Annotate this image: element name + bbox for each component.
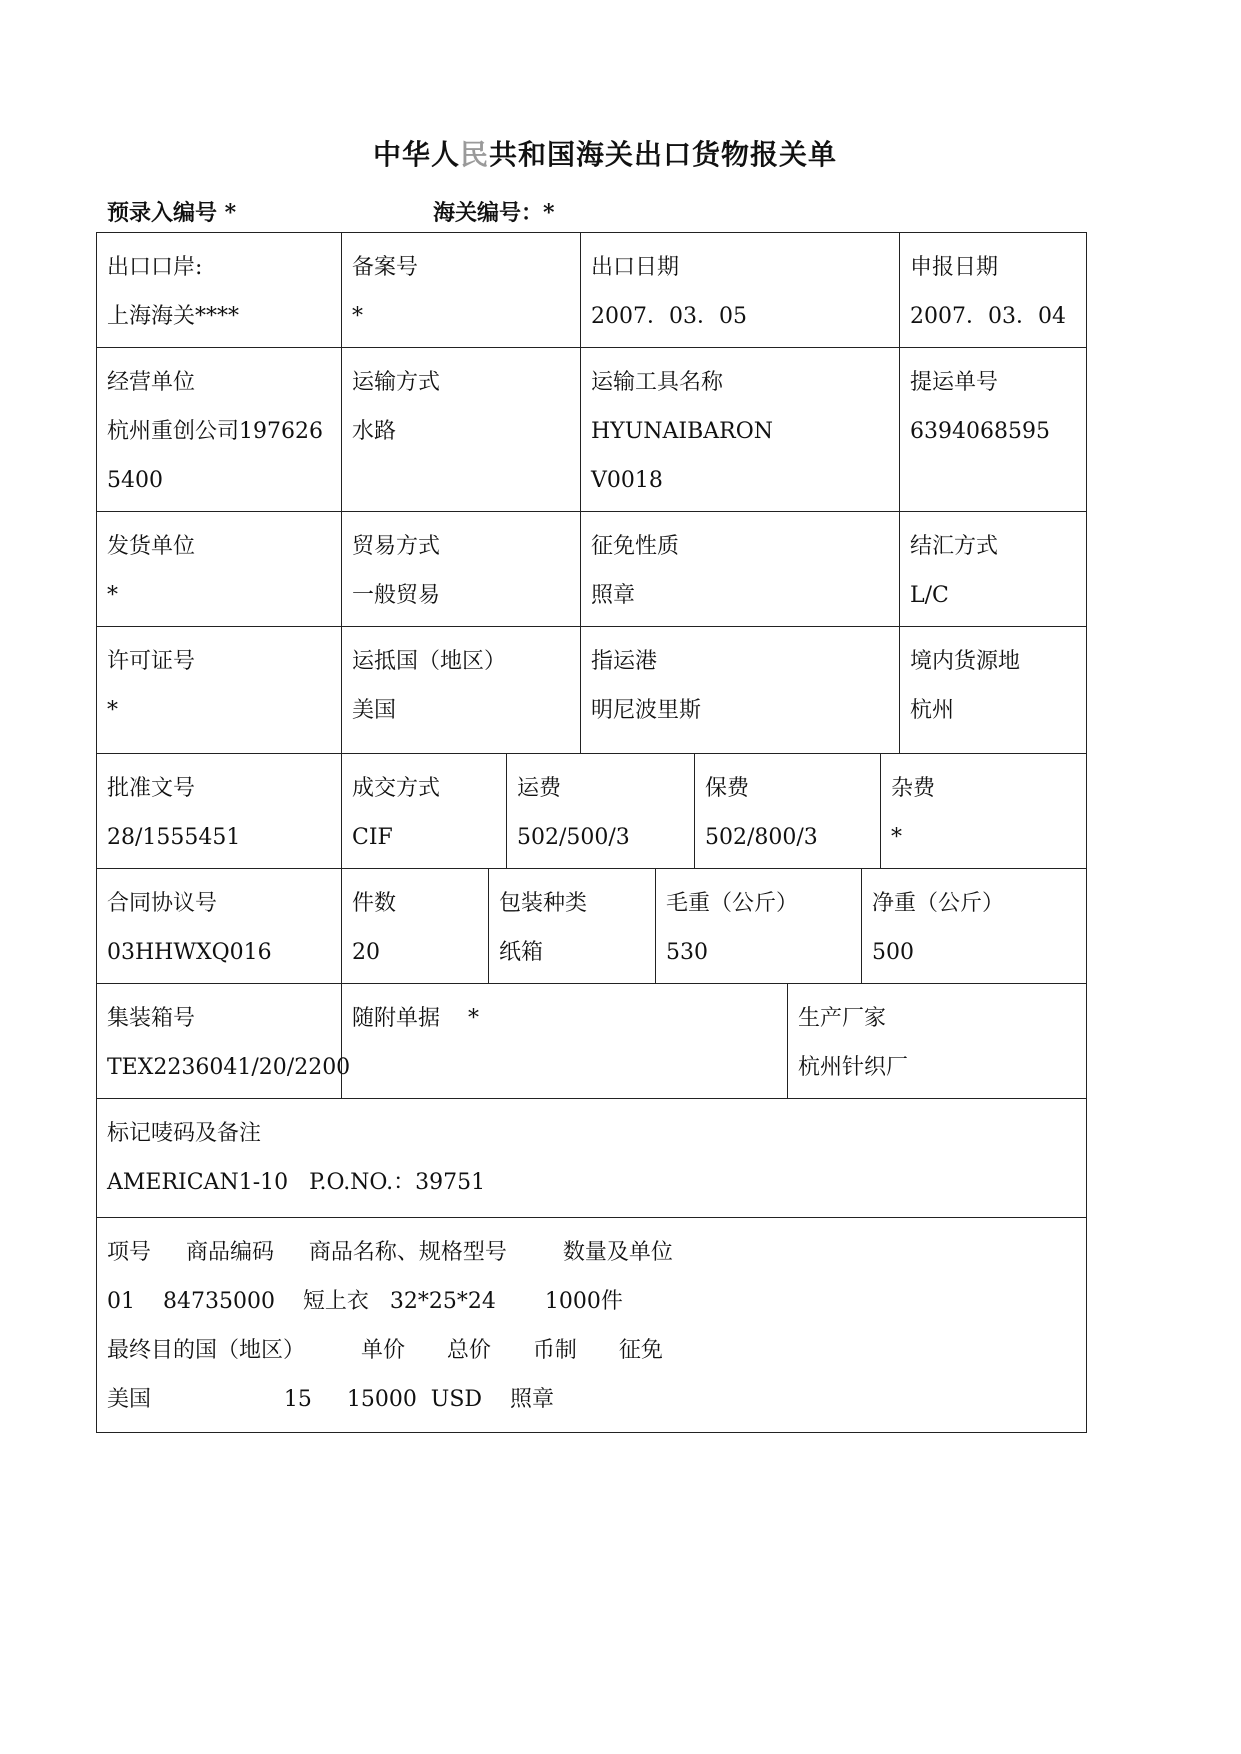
cell-domestic-source bbox=[900, 627, 1085, 753]
form-row-goods bbox=[96, 1218, 1087, 1433]
cell-destination-country bbox=[342, 627, 581, 753]
cell-record-no bbox=[342, 233, 581, 347]
cell-label: 包装种类 bbox=[499, 891, 588, 916]
cell-label: 合同协议号 bbox=[107, 891, 218, 916]
cell-label: 集装箱号 bbox=[107, 1006, 196, 1031]
cell-value: 杭州重创公司197626 bbox=[107, 419, 323, 444]
cell-approval-no bbox=[97, 754, 342, 868]
cell-label: 出口日期 bbox=[591, 255, 680, 280]
cell-exemption-nature bbox=[581, 512, 900, 626]
cell-value: 530 bbox=[666, 940, 708, 965]
cell-label: 毛重（公斤） bbox=[666, 891, 799, 916]
cell-value: 纸箱 bbox=[499, 940, 544, 965]
goods-line-1: 01 84735000 短上衣 32*25*24 1000件 bbox=[107, 1289, 623, 1314]
cell-value: 水路 bbox=[352, 419, 397, 444]
cell-value: 20 bbox=[352, 940, 380, 965]
pre-entry-number: 预录入编号 * bbox=[107, 200, 237, 226]
cell-settlement bbox=[900, 512, 1085, 626]
cell-label: 贸易方式 bbox=[352, 534, 441, 559]
cell-manufacturer bbox=[788, 984, 1085, 1098]
cell-label: 随附单据 * bbox=[352, 1006, 479, 1031]
cell-attached-docs bbox=[342, 984, 788, 1098]
cell-label: 征免性质 bbox=[591, 534, 680, 559]
title-part-3: 共和国海关出口货物报关单 bbox=[489, 138, 838, 171]
cell-transport-mode bbox=[342, 348, 581, 511]
form-row-1 bbox=[96, 232, 1087, 348]
title-part-1: 中华人 bbox=[372, 138, 460, 171]
cell-value: 502/500/3 bbox=[517, 825, 630, 850]
cell-export-port bbox=[97, 233, 342, 347]
cell-value: CIF bbox=[352, 825, 393, 850]
cell-label: 出口口岸: bbox=[107, 255, 203, 280]
cell-value: 一般贸易 bbox=[352, 583, 441, 608]
cell-container-no bbox=[97, 984, 351, 1098]
cell-packing-type bbox=[489, 869, 656, 983]
cell-label: 运输工具名称 bbox=[591, 370, 724, 395]
cell-value: 500 bbox=[872, 940, 914, 965]
cell-label: 保费 bbox=[705, 776, 750, 801]
cell-label: 备案号 bbox=[352, 255, 419, 280]
cell-value: 28/1555451 bbox=[107, 825, 241, 850]
cell-value: * bbox=[352, 304, 363, 329]
cell-value: 杭州 bbox=[910, 698, 955, 723]
cell-label: 发货单位 bbox=[107, 534, 196, 559]
cell-label: 经营单位 bbox=[107, 370, 196, 395]
cell-value: 上海海关**** bbox=[107, 304, 240, 329]
page-title bbox=[0, 133, 1210, 173]
cell-label: 件数 bbox=[352, 891, 397, 916]
marks-value: AMERICAN1-10 P.O.NO.：39751 bbox=[107, 1170, 486, 1195]
form-row-6 bbox=[96, 869, 1087, 984]
cell-value: TEX2236041/20/2200 bbox=[107, 1055, 351, 1080]
cell-license-no bbox=[97, 627, 342, 753]
cell-value: 502/800/3 bbox=[705, 825, 818, 850]
form-row-4 bbox=[96, 627, 1087, 754]
cell-value: 照章 bbox=[591, 583, 636, 608]
form-row-7 bbox=[96, 984, 1087, 1099]
cell-label: 生产厂家 bbox=[798, 1006, 887, 1031]
cell-label: 提运单号 bbox=[910, 370, 999, 395]
cell-value: 美国 bbox=[352, 698, 397, 723]
title-part-2: 民 bbox=[459, 138, 489, 171]
cell-value-2: 5400 bbox=[107, 468, 163, 493]
cell-label: 运费 bbox=[517, 776, 562, 801]
cell-vessel-name bbox=[581, 348, 900, 511]
cell-value: 杭州针织厂 bbox=[798, 1055, 909, 1080]
cell-deal-terms bbox=[342, 754, 507, 868]
form-row-5 bbox=[96, 754, 1087, 869]
cell-label: 运抵国（地区） bbox=[352, 649, 507, 674]
cell-insurance bbox=[695, 754, 881, 868]
cell-net-weight bbox=[862, 869, 1085, 983]
cell-marks-remarks bbox=[97, 1099, 1085, 1217]
marks-label: 标记唛码及备注 bbox=[107, 1121, 262, 1146]
cell-packages bbox=[342, 869, 489, 983]
cell-shipper bbox=[97, 512, 342, 626]
cell-label: 运输方式 bbox=[352, 370, 441, 395]
cell-value: * bbox=[107, 698, 118, 723]
goods-header-2: 最终目的国（地区） 单价 总价 币制 征免 bbox=[107, 1338, 663, 1363]
cell-value: HYUNAIBARON bbox=[591, 419, 773, 444]
form-row-2 bbox=[96, 348, 1087, 512]
goods-header: 项号 商品编码 商品名称、规格型号 数量及单位 bbox=[107, 1240, 673, 1265]
cell-label: 杂费 bbox=[891, 776, 936, 801]
cell-misc-fees bbox=[881, 754, 1085, 868]
cell-label: 净重（公斤） bbox=[872, 891, 1005, 916]
cell-operating-unit bbox=[97, 348, 342, 511]
cell-export-date bbox=[581, 233, 900, 347]
cell-goods-details bbox=[97, 1218, 1085, 1432]
cell-value bbox=[352, 1043, 777, 1092]
cell-gross-weight bbox=[656, 869, 862, 983]
form-row-3 bbox=[96, 512, 1087, 627]
goods-line-2: 美国 15 15000 USD 照章 bbox=[107, 1387, 555, 1412]
cell-contract-no bbox=[97, 869, 342, 983]
cell-label: 结汇方式 bbox=[910, 534, 999, 559]
cell-label: 批准文号 bbox=[107, 776, 196, 801]
cell-value: * bbox=[107, 583, 118, 608]
cell-value: 明尼波里斯 bbox=[591, 698, 702, 723]
cell-value: 2007．03．04 bbox=[910, 304, 1066, 329]
cell-value: 2007．03．05 bbox=[591, 304, 747, 329]
cell-value: L/C bbox=[910, 583, 949, 608]
cell-value-2: V0018 bbox=[591, 468, 663, 493]
cell-destination-port bbox=[581, 627, 900, 753]
cell-label: 指运港 bbox=[591, 649, 658, 674]
cell-declare-date bbox=[900, 233, 1085, 347]
cell-label: 成交方式 bbox=[352, 776, 441, 801]
cell-label: 许可证号 bbox=[107, 649, 196, 674]
cell-value: * bbox=[891, 825, 902, 850]
cell-bill-of-lading bbox=[900, 348, 1085, 511]
cell-freight bbox=[507, 754, 695, 868]
cell-label: 境内货源地 bbox=[910, 649, 1021, 674]
cell-value: 6394068595 bbox=[910, 419, 1050, 444]
cell-trade-mode bbox=[342, 512, 581, 626]
form-row-marks bbox=[96, 1099, 1087, 1218]
cell-label: 申报日期 bbox=[910, 255, 999, 280]
cell-value: 03HHWXQ016 bbox=[107, 940, 272, 965]
customs-number: 海关编号：* bbox=[433, 200, 555, 226]
declaration-form bbox=[96, 232, 1087, 1433]
